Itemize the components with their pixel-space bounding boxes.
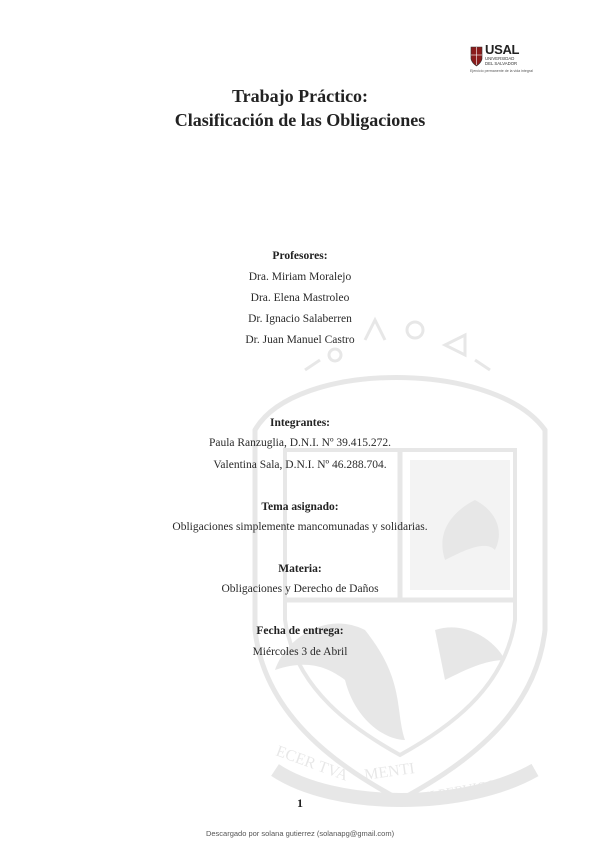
profesor-name: Dra. Miriam Moralejo [248, 271, 352, 283]
logo-tagline: Ejercicio permanente de la vida integral [470, 69, 533, 73]
profesor-name: Dra. Elena Mastroleo [250, 292, 350, 304]
materia-value: Obligaciones y Derecho de Daños [221, 583, 379, 595]
profesores-heading: Profesores: [272, 250, 328, 262]
watermark-ribbon-right: MENTI [363, 760, 416, 784]
profesor-name: Dr. Ignacio Salaberren [248, 313, 352, 325]
integrantes-heading: Integrantes: [269, 417, 331, 429]
materia-heading: Materia: [278, 563, 322, 575]
logo-subtitle: UNIVERSIDAD DEL SALVADOR [485, 56, 518, 66]
integrante-entry: Valentina Sala, D.N.I. Nº 46.288.704. [213, 459, 387, 471]
usal-logo [470, 44, 532, 76]
document-title-line2: Clasificación de las Obligaciones [174, 110, 426, 130]
page-number: 1 [297, 796, 303, 810]
download-footer: Descargado por solana gutierrez (solanapg@gmail.com) [205, 829, 395, 838]
university-crest-watermark [215, 300, 575, 820]
tema-value: Obligaciones simplemente mancomunadas y solidarias. [172, 521, 428, 533]
watermark-ribbon-left: ECER TVA [273, 742, 351, 785]
watermark-ribbon-bottom: LVCI PERVIOS [403, 778, 497, 809]
integrante-entry: Paula Ranzuglia, D.N.I. Nº 39.415.272. [208, 437, 392, 449]
fecha-value: Miércoles 3 de Abril [252, 646, 348, 658]
crest-icon [470, 45, 483, 67]
logo-brand: USAL [485, 42, 520, 57]
document-title-line1: Trabajo Práctico: [231, 86, 369, 106]
profesor-name: Dr. Juan Manuel Castro [245, 334, 355, 346]
tema-heading: Tema asignado: [261, 501, 339, 513]
fecha-heading: Fecha de entrega: [256, 625, 344, 637]
